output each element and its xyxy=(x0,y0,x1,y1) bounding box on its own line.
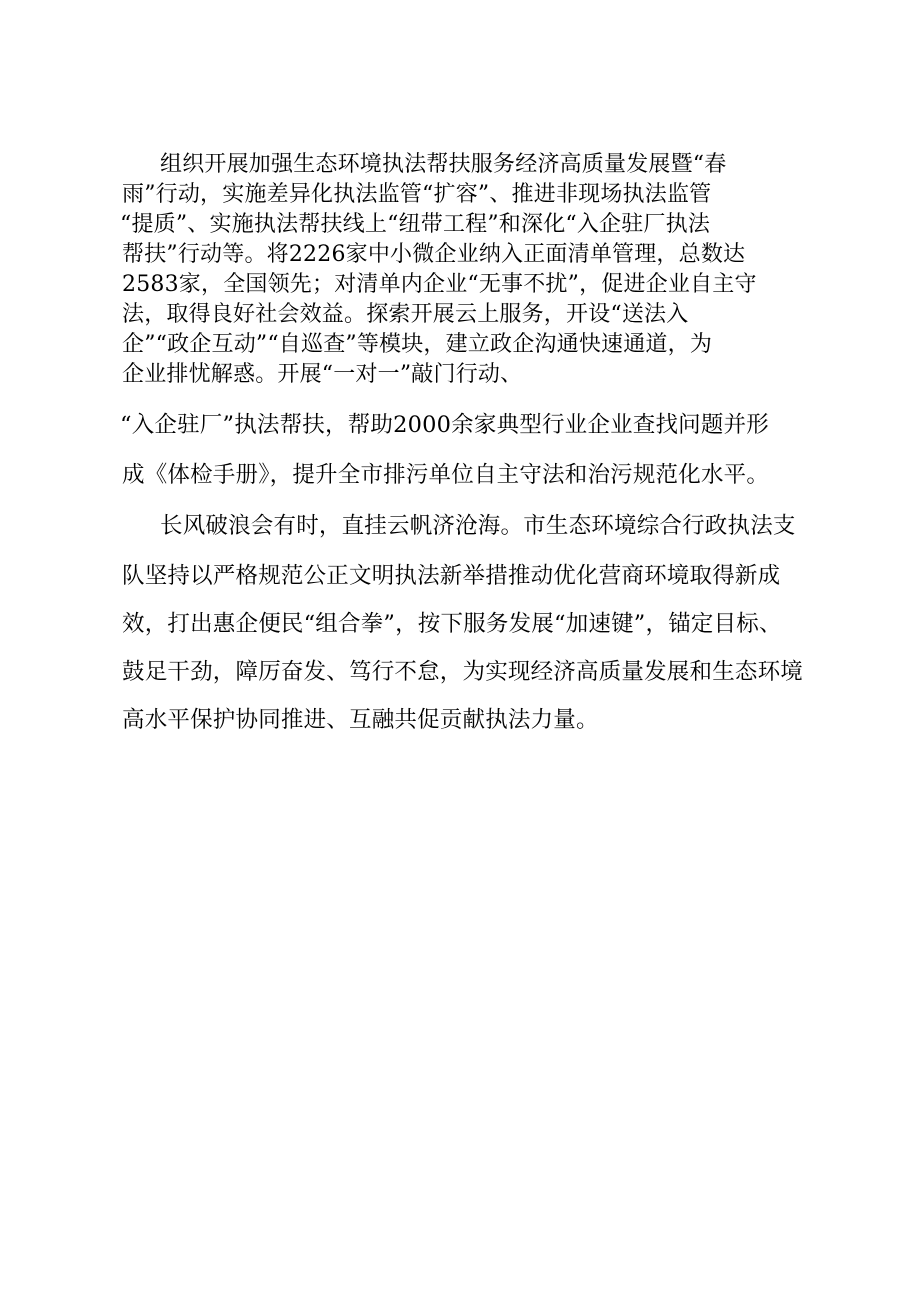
text-line: 成《体检手册》，提升全市排污单位自主守法和治污规范化水平。 xyxy=(122,462,770,488)
text-line: 鼓足干劲，障厉奋发、笃行不怠，为实现经济高质量发展和生态环境 xyxy=(122,659,804,685)
text-line: 长风破浪会有时，直挂云帆济沧海。市生态环境综合行政执法支 xyxy=(160,513,796,539)
text-line: “入企驻厂”执法帮扶，帮助2000余家典型行业企业查找问题并形 xyxy=(120,412,769,438)
text-line: 高水平保护协同推进、互融共促贡献执法力量。 xyxy=(122,707,599,733)
text-line: “提质”、实施执法帮扶线上“纽带工程”和深化“入企驻厂执法 xyxy=(120,212,711,237)
text-line: 组织开展加强生态环境执法帮扶服务经济高质量发展暨“春 xyxy=(160,152,727,177)
text-line: 队坚持以严格规范公正文明执法新举措推动优化营商环境取得新成 xyxy=(122,563,781,589)
text-line: 企”“政企互动”“自巡查”等模块，建立政企沟通快速通道，为 xyxy=(122,332,713,357)
text-line: 企业排忧解惑。开展“一对一”敲门行动、 xyxy=(122,362,523,387)
text-line: 效，打出惠企便民“组合拳”，按下服务发展“加速键”，锚定目标、 xyxy=(122,611,782,637)
text-line: 雨”行动，实施差异化执法监管“扩容”、推进非现场执法监管 xyxy=(122,182,712,207)
text-line: 法，取得良好社会效益。探索开展云上服务，开设“送法入 xyxy=(122,302,689,327)
text-line: 2583家，全国领先；对清单内企业“无事不扰”，促进企业自主守 xyxy=(122,272,757,297)
text-line: 帮扶”行动等。将2226家中小微企业纳入正面清单管理，总数达 xyxy=(122,242,746,267)
